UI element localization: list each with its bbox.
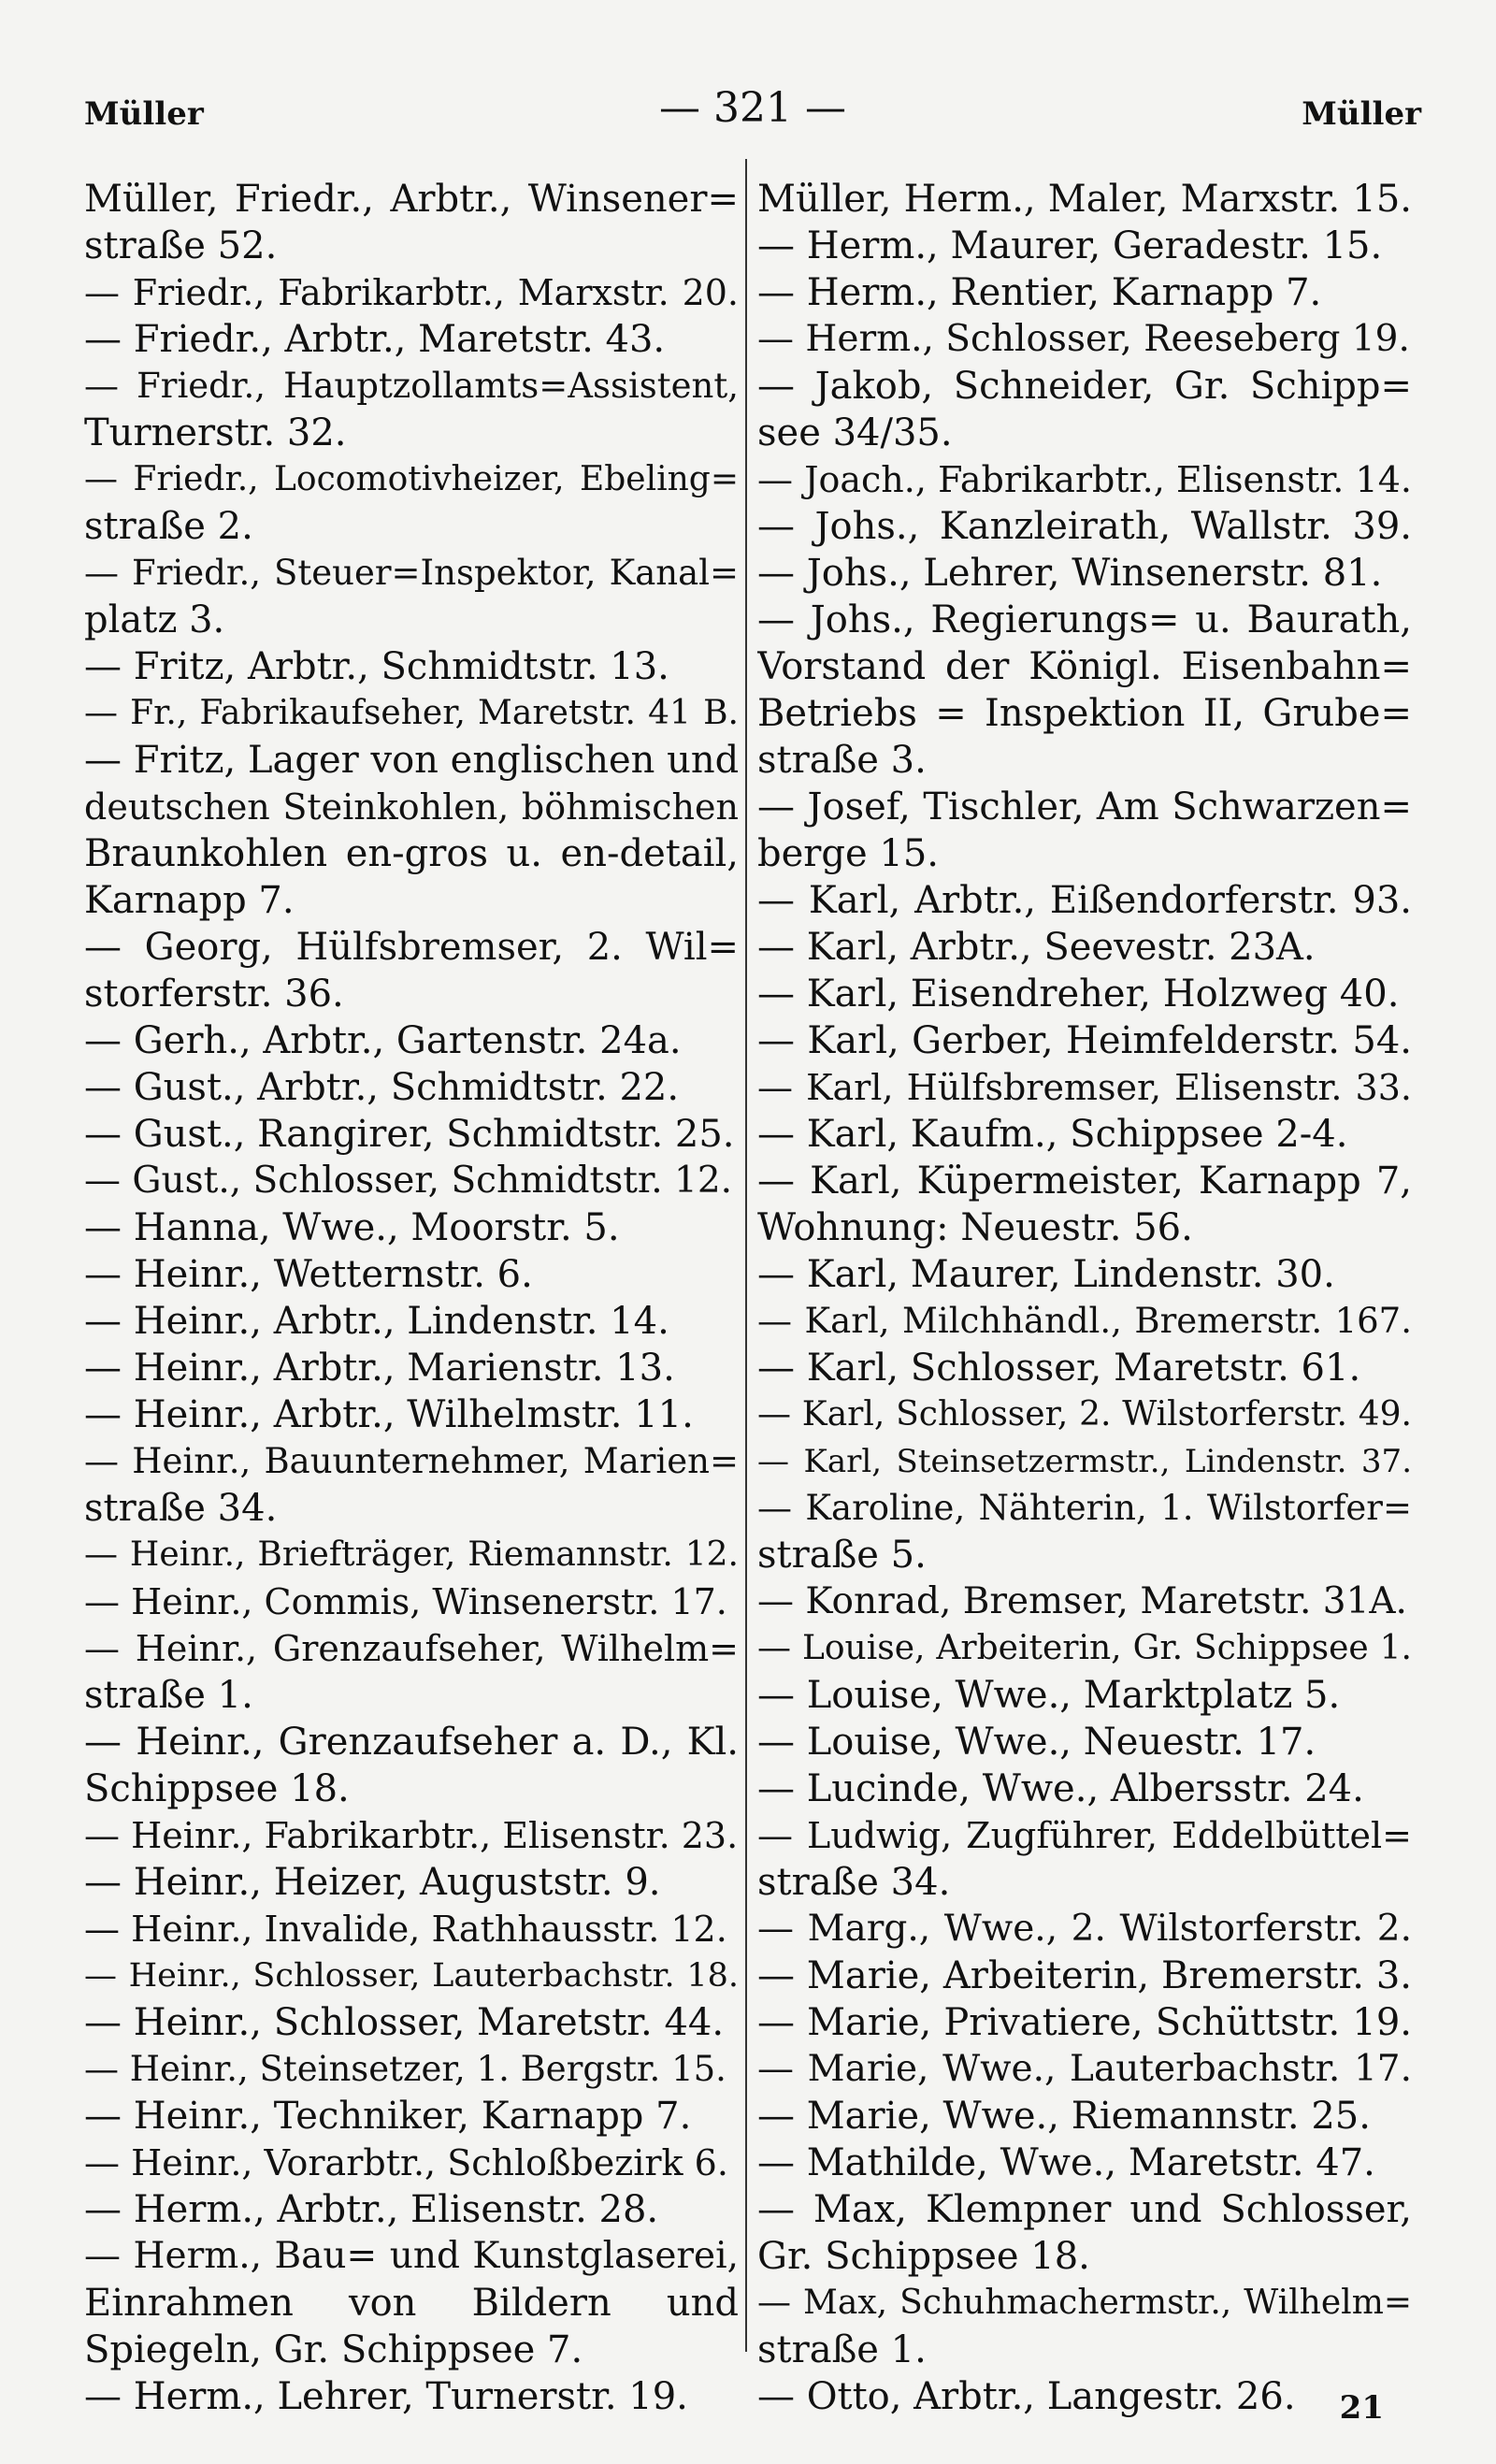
entry-line: — Karl, Arbtr., Eißendorferstr. 93. xyxy=(757,879,1412,922)
entry-line: Müller, Herm., Maler, Marxstr. 15. xyxy=(757,178,1412,221)
entry-line: straße 5. xyxy=(757,1534,927,1577)
entry-line: berge 15. xyxy=(757,832,940,875)
entry-line: — Gerh., Arbtr., Gartenstr. 24a. xyxy=(84,1019,682,1062)
entry-line: — Heinr., Steinsetzer, 1. Bergstr. 15. xyxy=(84,2049,726,2089)
entry-line: — Karl, Gerber, Heimfelderstr. 54. xyxy=(757,1019,1412,1062)
running-head-right: Müller xyxy=(1302,95,1421,133)
entry-line: — Konrad, Bremser, Maretstr. 31A. xyxy=(757,1580,1407,1622)
entry-line: — Heinr., Arbtr., Marienstr. 13. xyxy=(84,1347,675,1390)
entry-line: — Karl, Kaufm., Schippsee 2-4. xyxy=(757,1113,1348,1156)
entry-line: — Johs., Lehrer, Winsenerstr. 81. xyxy=(757,552,1383,595)
entry-line: storferstr. 36. xyxy=(84,973,344,1016)
entry-line: — Heinr., Vorarbtr., Schloßbezirk 6. xyxy=(84,2142,728,2183)
entry-line: straße 34. xyxy=(757,1861,951,1904)
entry-line: Vorstand der Königl. Eisenbahn= xyxy=(757,645,1412,688)
entry-line: Müller, Friedr., Arbtr., Winsener= xyxy=(84,178,739,221)
entry-line: Betriebs = Inspektion II, Grube= xyxy=(757,692,1412,735)
entry-line: Karnapp 7. xyxy=(84,879,295,922)
entry-line: Turnerstr. 32. xyxy=(84,411,347,454)
entry-line: — Hanna, Wwe., Moorstr. 5. xyxy=(84,1206,620,1249)
entry-line: — Herm., Rentier, Karnapp 7. xyxy=(757,271,1322,314)
entry-line: — Marie, Privatiere, Schüttstr. 19. xyxy=(757,2001,1412,2044)
entry-line: — Karl, Milchhändl., Bremerstr. 167. xyxy=(757,1301,1412,1341)
entry-line: — Herm., Maurer, Geradestr. 15. xyxy=(757,224,1383,267)
entry-line: — Heinr., Bauunternehmer, Marien= xyxy=(84,1441,739,1481)
entry-line: — Georg, Hülfsbremser, 2. Wil= xyxy=(84,926,739,969)
entry-line: — Friedr., Arbtr., Maretstr. 43. xyxy=(84,318,666,361)
entry-line: — Friedr., Hauptzollamts=Assistent, xyxy=(84,366,739,406)
entry-line: straße 2. xyxy=(84,505,253,548)
entry-line: — Heinr., Briefträger, Riemannstr. 12. xyxy=(84,1535,739,1574)
entry-line: — Karl, Maurer, Lindenstr. 30. xyxy=(757,1253,1335,1296)
entry-line: straße 1. xyxy=(757,2328,927,2371)
entry-line: — Herm., Arbtr., Elisenstr. 28. xyxy=(84,2188,659,2231)
entry-line: — Heinr., Commis, Winsenerstr. 17. xyxy=(84,1581,727,1622)
entry-line: straße 1. xyxy=(84,1674,253,1717)
entry-line: — Jakob, Schneider, Gr. Schipp= xyxy=(757,365,1412,408)
entry-line: — Fr., Fabrikaufseher, Maretstr. 41 B. xyxy=(84,694,739,732)
entry-line: — Heinr., Grenzaufseher a. D., Kl. xyxy=(84,1721,739,1764)
entry-line: — Friedr., Fabrikarbtr., Marxstr. 20. xyxy=(84,272,739,313)
entry-line: — Karoline, Nähterin, 1. Wilstorfer= xyxy=(757,1488,1412,1528)
entry-line: straße 34. xyxy=(84,1487,278,1530)
entry-line: — Johs., Kanzleirath, Wallstr. 39. xyxy=(757,505,1412,548)
entry-line: — Fritz, Arbtr., Schmidtstr. 13. xyxy=(84,645,669,688)
entry-line: — Friedr., Locomotivheizer, Ebeling= xyxy=(84,460,739,498)
entry-line: — Heinr., Fabrikarbtr., Elisenstr. 23. xyxy=(84,1815,739,1856)
entry-line: — Heinr., Techniker, Karnapp 7. xyxy=(84,2095,692,2138)
entry-line: — Heinr., Invalide, Rathhausstr. 12. xyxy=(84,1909,727,1950)
entry-line: — Gust., Arbtr., Schmidtstr. 22. xyxy=(84,1066,680,1109)
entry-line: — Karl, Küpermeister, Karnapp 7, xyxy=(757,1160,1412,1203)
entry-line: straße 52. xyxy=(84,224,278,267)
entry-line: straße 3. xyxy=(757,739,927,782)
entry-line: — Gust., Rangirer, Schmidtstr. 25. xyxy=(84,1113,735,1156)
entry-line: — Heinr., Schlosser, Maretstr. 44. xyxy=(84,2001,725,2044)
entry-line: see 34/35. xyxy=(757,411,953,454)
entry-line: — Heinr., Grenzaufseher, Wilhelm= xyxy=(84,1628,739,1669)
entry-line: — Max, Schuhmachermstr., Wilhelm= xyxy=(757,2284,1412,2322)
entry-line: Wohnung: Neuestr. 56. xyxy=(757,1206,1193,1249)
column-divider xyxy=(745,159,747,2352)
right-column xyxy=(757,176,1412,2420)
entry-line: — Max, Klempner und Schlosser, xyxy=(757,2188,1412,2231)
entry-line: — Mathilde, Wwe., Maretstr. 47. xyxy=(757,2141,1375,2184)
entry-line: Einrahmen von Bildern und xyxy=(84,2282,739,2325)
entry-line: — Louise, Arbeiterin, Gr. Schippsee 1. xyxy=(757,1629,1412,1667)
entry-line: — Louise, Wwe., Marktplatz 5. xyxy=(757,1674,1341,1717)
entry-line: — Marg., Wwe., 2. Wilstorferstr. 2. xyxy=(757,1908,1412,1950)
entry-line: — Josef, Tischler, Am Schwarzen= xyxy=(757,785,1412,829)
signature-mark: 21 xyxy=(1339,2389,1384,2427)
running-head-left: Müller xyxy=(84,95,204,133)
entry-line: — Marie, Arbeiterin, Bremerstr. 3. xyxy=(757,1954,1412,1997)
entry-line: Gr. Schippsee 18. xyxy=(757,2235,1090,2278)
entry-line: — Gust., Schlosser, Schmidtstr. 12. xyxy=(84,1160,733,1202)
entry-line: Braunkohlen en-gros u. en-detail, xyxy=(84,832,739,875)
entry-line: — Fritz, Lager von englischen und xyxy=(84,739,739,782)
entry-line: Schippsee 18. xyxy=(84,1767,350,1810)
entry-line: — Herm., Schlosser, Reeseberg 19. xyxy=(757,318,1410,360)
entry-line: — Marie, Wwe., Riemannstr. 25. xyxy=(757,2095,1371,2138)
entry-line: — Heinr., Wetternstr. 6. xyxy=(84,1253,533,1296)
entry-line: — Heinr., Schlosser, Lauterbachstr. 18. xyxy=(84,1957,739,1995)
entry-line: — Herm., Lehrer, Turnerstr. 19. xyxy=(84,2375,688,2418)
left-column xyxy=(84,176,739,2420)
entry-line: — Friedr., Steuer=Inspektor, Kanal= xyxy=(84,553,739,593)
entry-line: — Ludwig, Zugführer, Eddelbüttel= xyxy=(757,1815,1412,1856)
entry-line: — Otto, Arbtr., Langestr. 26. xyxy=(757,2375,1296,2418)
page-number: — 321 — xyxy=(659,84,846,132)
entry-line: — Karl, Hülfsbremser, Elisenstr. 33. xyxy=(757,1067,1412,1108)
entry-line: — Herm., Bau= und Kunstglaserei, xyxy=(84,2235,739,2277)
page-header xyxy=(84,84,1421,140)
entry-line: — Louise, Wwe., Neuestr. 17. xyxy=(757,1721,1316,1764)
entry-line: — Joach., Fabrikarbtr., Elisenstr. 14. xyxy=(757,459,1412,500)
entry-line: — Heinr., Arbtr., Lindenstr. 14. xyxy=(84,1300,669,1343)
entry-line: — Karl, Schlosser, 2. Wilstorferstr. 49. xyxy=(757,1395,1412,1434)
entry-line: — Karl, Eisendreher, Holzweg 40. xyxy=(757,973,1400,1016)
entry-line: deutschen Steinkohlen, böhmischen xyxy=(84,786,739,828)
entry-line: — Marie, Wwe., Lauterbachstr. 17. xyxy=(757,2048,1412,2090)
entry-line: — Heinr., Heizer, Auguststr. 9. xyxy=(84,1861,661,1904)
entry-line: — Johs., Regierungs= u. Baurath, xyxy=(757,598,1412,641)
entry-line: — Heinr., Arbtr., Wilhelmstr. 11. xyxy=(84,1393,694,1436)
entry-line: — Karl, Steinsetzermstr., Lindenstr. 37. xyxy=(757,1443,1412,1480)
entry-line: Spiegeln, Gr. Schippsee 7. xyxy=(84,2328,583,2371)
entry-line: — Lucinde, Wwe., Albersstr. 24. xyxy=(757,1767,1364,1810)
entry-line: — Karl, Schlosser, Maretstr. 61. xyxy=(757,1347,1361,1390)
entry-line: — Karl, Arbtr., Seevestr. 23A. xyxy=(757,926,1316,969)
entry-line: platz 3. xyxy=(84,598,225,641)
